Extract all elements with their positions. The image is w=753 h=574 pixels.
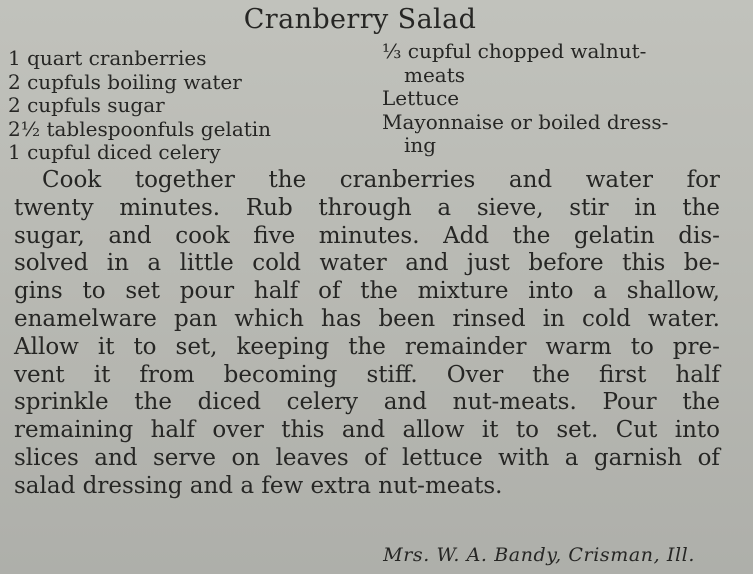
ingredient-item: 2½ tablespoonfuls gelatin (8, 116, 272, 141)
directions-line: sprinkle the diced celery and nut-meats. Pour the (14, 389, 720, 416)
directions-line: vent it from becoming stiff. Over the first half (14, 361, 720, 388)
ingredient-item: ⅓ cupful chopped walnut- (382, 39, 647, 63)
ingredient-item: 1 quart cranberries (8, 46, 207, 70)
ingredient-list-right (382, 40, 668, 158)
directions-line: sugar, and cook five minutes. Add the gelatin dis- (14, 222, 720, 249)
directions-line: solved in a little cold water and just before this be- (14, 250, 720, 277)
ingredient-item: 1 cupful diced celery (8, 140, 221, 164)
recipe-directions (14, 167, 720, 501)
ingredient-item: Mayonnaise or boiled dress- (382, 109, 669, 134)
directions-line: twenty minutes. Rub through a sieve, stir in the (14, 194, 720, 221)
recipe-title: Cranberry Salad (243, 4, 477, 35)
directions-line: gins to set pour half of the mixture into a shallow, (14, 278, 720, 305)
directions-line: salad dressing and a few extra nut-meats. (14, 472, 503, 499)
ingredient-item-continuation: ing (404, 133, 437, 157)
ingredient-list-left (8, 47, 271, 165)
ingredient-item: Lettuce (382, 86, 460, 110)
directions-line: enamelware pan which has been rinsed in cold water. (14, 305, 720, 332)
ingredient-item: 2 cupfuls sugar (8, 93, 165, 117)
directions-line: Cook together the cranberries and water for (42, 167, 720, 193)
ingredient-item-continuation: meats (404, 62, 466, 87)
ingredient-item: 2 cupfuls boiling water (8, 69, 242, 94)
directions-line: remaining half over this and allow it to set. Cut into (14, 417, 720, 444)
directions-line: slices and serve on leaves of lettuce with a garnish of (14, 444, 720, 471)
contributor-signature: Mrs. W. A. Bandy, Crisman, Ill. (383, 544, 695, 566)
directions-line: Allow it to set, keeping the remainder warm to pre- (14, 333, 720, 360)
